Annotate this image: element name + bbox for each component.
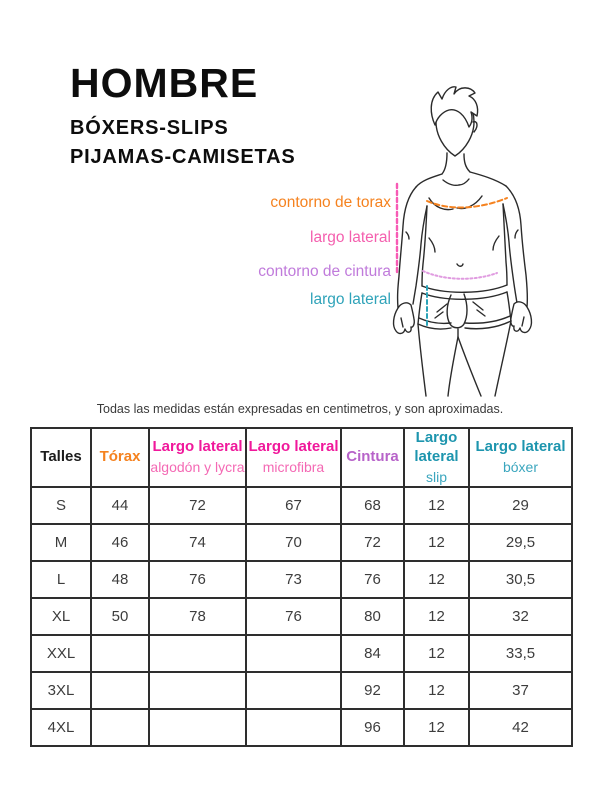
column-header xyxy=(91,428,149,487)
column-title: Largo lateral xyxy=(152,438,243,456)
table-row xyxy=(31,709,572,746)
value-cell: 12 xyxy=(404,524,469,561)
neck-right xyxy=(464,154,470,172)
value-cell: 76 xyxy=(341,561,404,598)
oblique-left xyxy=(429,238,435,252)
value-cell: 68 xyxy=(341,487,404,524)
table-body xyxy=(31,487,572,746)
column-header xyxy=(31,428,91,487)
table-header-row xyxy=(31,428,572,487)
oblique-right xyxy=(493,236,499,250)
value-cell: 84 xyxy=(341,635,404,672)
column-header xyxy=(469,428,572,487)
shoulder-left xyxy=(416,174,442,187)
value-cell: 67 xyxy=(246,487,341,524)
column-header xyxy=(246,428,341,487)
table-row xyxy=(31,598,572,635)
column-title: Cintura xyxy=(346,447,399,465)
value-cell: 30,5 xyxy=(469,561,572,598)
collarbone-left xyxy=(443,180,459,185)
value-cell: 29 xyxy=(469,487,572,524)
column-title: Largo lateral xyxy=(414,429,459,465)
boxer-cuff-right xyxy=(465,316,510,323)
value-cell: 12 xyxy=(404,709,469,746)
boxer-wrinkle-3 xyxy=(473,302,483,310)
table-row xyxy=(31,672,572,709)
category-line-2: PIJAMAS-CAMISETAS xyxy=(70,146,296,168)
label-contorno-cintura: contorno de cintura xyxy=(258,263,391,280)
column-header xyxy=(404,428,469,487)
value-cell: 72 xyxy=(149,487,246,524)
navel xyxy=(457,264,463,266)
boxer-hem-left xyxy=(418,324,451,329)
collarbone-right xyxy=(459,179,469,185)
value-cell: 80 xyxy=(341,598,404,635)
neck-left xyxy=(442,153,447,174)
value-cell: 42 xyxy=(469,709,572,746)
value-cell xyxy=(246,709,341,746)
value-cell: 74 xyxy=(149,524,246,561)
value-cell: 32 xyxy=(469,598,572,635)
elbow-right-mark xyxy=(515,230,518,238)
value-cell xyxy=(91,709,149,746)
column-title: Talles xyxy=(40,447,82,465)
value-cell: 72 xyxy=(341,524,404,561)
value-cell: 29,5 xyxy=(469,524,572,561)
value-cell: 76 xyxy=(246,598,341,635)
value-cell xyxy=(91,635,149,672)
leg-left-inner xyxy=(448,337,458,396)
value-cell: 92 xyxy=(341,672,404,709)
value-cell: 44 xyxy=(91,487,149,524)
column-title: Largo lateral xyxy=(475,438,566,456)
value-cell: 12 xyxy=(404,635,469,672)
table-row xyxy=(31,561,572,598)
table-row xyxy=(31,487,572,524)
value-cell xyxy=(246,672,341,709)
size-table xyxy=(30,427,573,747)
size-cell: XL xyxy=(31,598,91,635)
chest-measure-line xyxy=(427,198,507,207)
waistband-top xyxy=(422,285,507,292)
measurements-note: Todas las medidas están expresadas en centimetros, y son aproximadas. xyxy=(96,402,504,416)
value-cell: 76 xyxy=(149,561,246,598)
table-row xyxy=(31,635,572,672)
value-cell xyxy=(149,635,246,672)
value-cell: 73 xyxy=(246,561,341,598)
column-header xyxy=(341,428,404,487)
category-line-1: BÓXERS-SLIPS xyxy=(70,117,229,139)
leg-right-inner xyxy=(458,337,481,396)
column-subtitle: bóxer xyxy=(502,459,539,476)
arm-left-inner xyxy=(413,206,427,304)
label-largo-lateral-boxer: largo lateral xyxy=(310,291,391,308)
table-row xyxy=(31,524,572,561)
value-cell: 96 xyxy=(341,709,404,746)
boxer-wrinkle-1 xyxy=(437,304,447,312)
label-largo-lateral: largo lateral xyxy=(310,229,391,246)
hand-left xyxy=(394,303,415,334)
boxer-wrinkle-2 xyxy=(435,312,443,318)
column-subtitle: algodón y lycra xyxy=(150,459,245,476)
size-cell: M xyxy=(31,524,91,561)
size-cell: XXL xyxy=(31,635,91,672)
size-cell: 4XL xyxy=(31,709,91,746)
value-cell: 12 xyxy=(404,672,469,709)
elbow-left-mark xyxy=(406,232,409,239)
size-cell: 3XL xyxy=(31,672,91,709)
male-figure-illustration xyxy=(385,80,575,400)
hand-right xyxy=(511,302,532,333)
size-cell: S xyxy=(31,487,91,524)
page-title: HOMBRE xyxy=(70,60,259,106)
value-cell xyxy=(149,672,246,709)
pec-left xyxy=(429,198,453,210)
label-contorno-torax: contorno de torax xyxy=(270,194,391,211)
boxer-cuff-left xyxy=(419,318,451,323)
value-cell: 78 xyxy=(149,598,246,635)
value-cell xyxy=(149,709,246,746)
value-cell: 12 xyxy=(404,487,469,524)
column-subtitle: slip xyxy=(425,468,447,485)
value-cell: 46 xyxy=(91,524,149,561)
arm-left-outer xyxy=(398,187,416,308)
leg-left-outer xyxy=(418,324,426,396)
value-cell: 33,5 xyxy=(469,635,572,672)
value-cell xyxy=(246,635,341,672)
value-cell: 48 xyxy=(91,561,149,598)
shoulder-right xyxy=(470,172,506,186)
value-cell: 12 xyxy=(404,561,469,598)
column-title: Largo lateral xyxy=(248,438,339,456)
value-cell: 12 xyxy=(404,598,469,635)
value-cell: 37 xyxy=(469,672,572,709)
waist-measure-line xyxy=(423,271,497,279)
column-subtitle: microfibra xyxy=(262,459,325,476)
boxer-wrinkle-4 xyxy=(477,310,485,316)
size-cell: L xyxy=(31,561,91,598)
column-header xyxy=(149,428,246,487)
value-cell: 50 xyxy=(91,598,149,635)
value-cell xyxy=(91,672,149,709)
leg-right-outer xyxy=(495,321,511,396)
value-cell: 70 xyxy=(246,524,341,561)
column-title: Tórax xyxy=(99,447,141,465)
